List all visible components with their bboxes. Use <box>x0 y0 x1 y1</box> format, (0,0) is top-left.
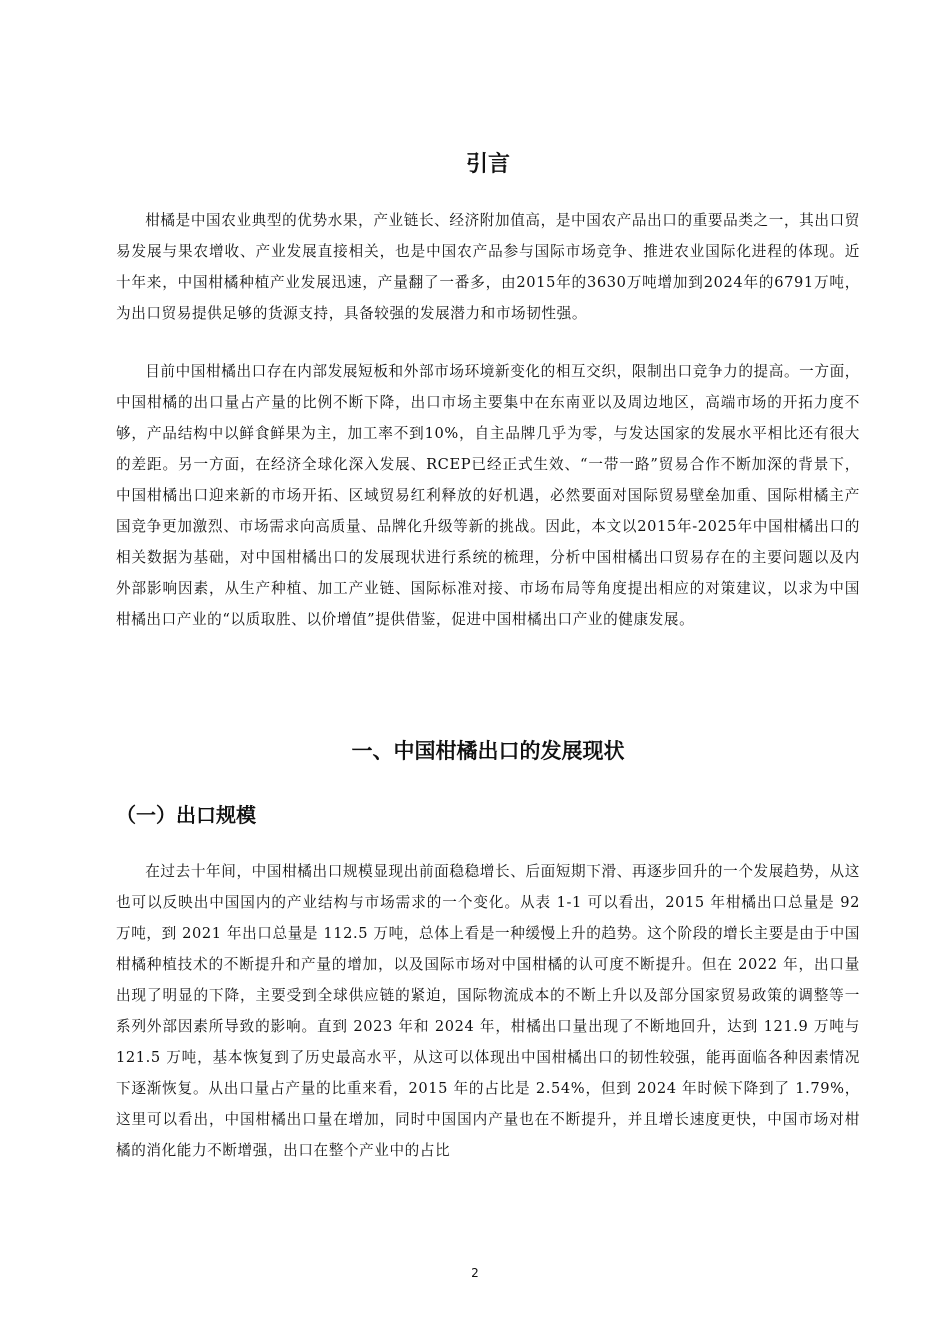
intro-paragraph-2: 目前中国柑橘出口存在内部发展短板和外部市场环境新变化的相互交织，限制出口竞争力的提高。一方面，中国柑橘的出口量占产量的比例不断下降，出口市场主要集中在东南亚以及周边地区，高端市场的开拓力度不够，产品结构中以鲜食鲜果为主，加工率不到10%，自主品牌几乎为零，与发达国家的发展水平相比还有很大的差距。另一方面，在经济全球化深入发展、RCEP已经正式生效、“一带一路”贸易合作不断加深的背景下，中国柑橘出口迎来新的市场开拓、区域贸易红利释放的好机遇，必然要面对国际贸易壁垒加重、国际柑橘主产国竞争更加激烈、市场需求向高质量、品牌化升级等新的挑战。因此，本文以2015年-2025年中国柑橘出口的相关数据为基础，对中国柑橘出口的发展现状进行系统的梳理，分析中国柑橘出口贸易存在的主要问题以及内外部影响因素，从生产种植、加工产业链、国际标准对接、市场布局等角度提出相应的对策建议，以求为中国柑橘出口产业的“以质取胜、以价增值”提供借鉴，促进中国柑橘出口产业的健康发展。 <box>116 363 860 628</box>
subsection-paragraph: 在过去十年间，中国柑橘出口规模显现出前面稳稳增长、后面短期下滑、再逐步回升的一个发展趋势，从这也可以反映出中国国内的产业结构与市场需求的一个变化。从表 1-1 可以看出，2015 年柑橘出口总量是 92 万吨，到 2021 年出口总量是 112.5 万吨，总体上看是一种缓慢上升的趋势。这个阶段的增长主要是由于中国柑橘种植技术的不断提升和产量的增加，以及国际市场对中国柑橘的认可度不断提升。但在 2022 年，出口量出现了明显的下降，主要受到全球供应链的紧迫，国际物流成本的不断上升以及部分国家贸易政策的调整等一系列外部因素所导致的影响。直到 2023 年和 2024 年，柑橘出口量出现了不断地回升，达到 121.9 万吨与 121.5 万吨，基本恢复到了历史最高水平，从这可以体现出中国柑橘出口的韧性较强，能再面临各种因素情况下逐渐恢复。从出口量占产量的比重来看，2015 年的占比是 2.54%，但到 2024 年时候下降到了 1.79%，这里可以看出，中国柑橘出口量在增加，同时中国国内产量也在不断提升，并且增长速度更快，中国市场对柑橘的消化能力不断增强，出口在整个产业中的占比 <box>116 863 860 1159</box>
section-heading: 一、中国柑橘出口的发展现状 <box>351 739 625 763</box>
page-title: 引言 <box>465 152 510 177</box>
page-number: 2 <box>471 1266 479 1280</box>
subsection-heading: （一）出口规模 <box>116 803 256 827</box>
intro-paragraph-1: 柑橘是中国农业典型的优势水果，产业链长、经济附加值高，是中国农产品出口的重要品类之一，其出口贸易发展与果农增收、产业发展直接相关，也是中国农产品参与国际市场竞争、推进农业国际化进程的体现。近十年来，中国柑橘种植产业发展迅速，产量翻了一番多，由2015年的3630万吨增加到2024年的6791万吨，为出口贸易提供足够的货源支持，具备较强的发展潜力和市场韧性强。 <box>116 212 860 322</box>
